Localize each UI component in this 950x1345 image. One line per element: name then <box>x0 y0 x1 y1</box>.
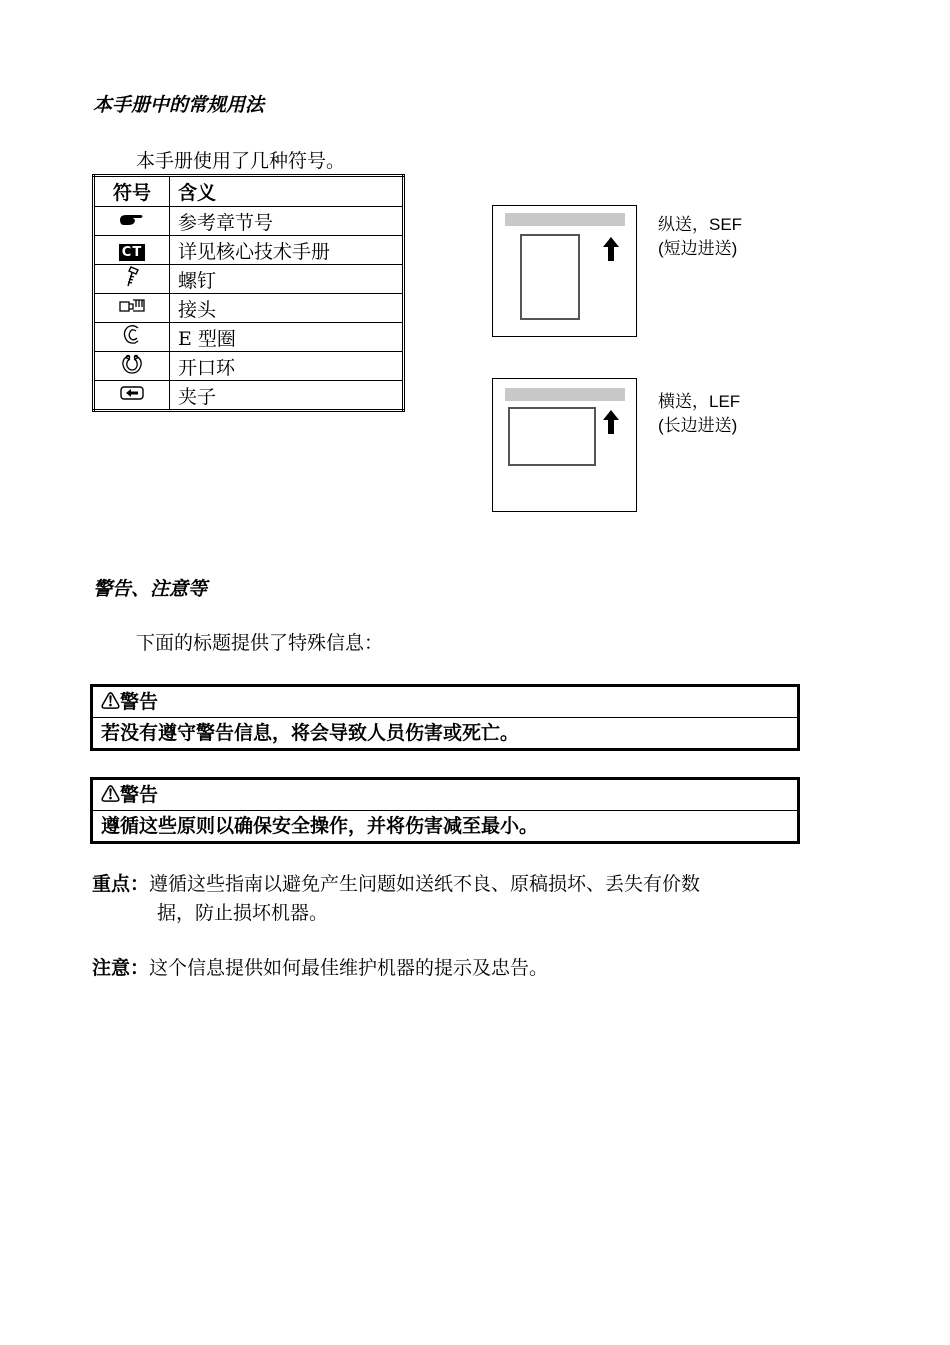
paper-portrait <box>520 234 580 320</box>
lef-sub-label: (长边进送) <box>658 416 738 435</box>
table-cell-meaning: 夹子 <box>170 381 404 411</box>
warning-text: 遵循这些原则以确保安全操作，并将伤害减至最小。 <box>101 815 539 837</box>
table-row <box>94 323 404 352</box>
connector-icon <box>94 294 170 323</box>
warning-triangle-icon: ⚠ <box>101 784 121 806</box>
warnings-intro: 下面的标题提供了特殊信息： <box>136 632 384 654</box>
sef-sub-label: (短边进送) <box>658 239 738 258</box>
warning-title: 警告 <box>120 784 159 806</box>
table-row <box>94 294 404 323</box>
lef-diagram <box>492 378 637 512</box>
core-tech-icon-text: CT <box>119 244 145 261</box>
feed-direction-arrow-icon <box>601 236 621 262</box>
paper-landscape <box>508 407 596 466</box>
table-row <box>94 381 404 411</box>
clamp-icon <box>94 381 170 411</box>
core-tech-manual-icon <box>94 236 170 265</box>
warning-text: 若没有遵守警告信息，将会导致人员伤害或死亡。 <box>101 722 520 744</box>
table-row <box>94 265 404 294</box>
general-note <box>92 953 548 980</box>
warning-triangle-icon: ⚠ <box>101 691 121 713</box>
table-cell-meaning: 详见核心技术手册 <box>170 236 404 265</box>
section-title-warnings: 警告、注意等 <box>93 578 208 600</box>
warning-header <box>93 780 797 811</box>
note-text: 这个信息提供如何最佳维护机器的提示及忠告。 <box>149 957 549 979</box>
important-label: 重点： <box>92 873 150 895</box>
warning-title: 警告 <box>120 691 159 713</box>
table-cell-meaning: 参考章节号 <box>170 207 404 236</box>
table-header-row <box>94 176 404 207</box>
important-text-line1: 遵循这些指南以避免产生问题如送纸不良、原稿损坏、丢失有价数 <box>149 873 701 895</box>
warning-box <box>90 684 800 751</box>
feed-direction-arrow-icon <box>601 409 621 435</box>
header-meaning: 含义 <box>170 176 404 207</box>
feed-tray-bar <box>505 388 625 401</box>
header-symbol: 符号 <box>94 176 170 207</box>
important-text-line2: 据，防止损坏机器。 <box>157 902 329 924</box>
symbol-table <box>92 174 405 412</box>
table-cell-meaning: 开口环 <box>170 352 404 381</box>
table-cell-meaning: 接头 <box>170 294 404 323</box>
e-ring-icon <box>94 323 170 352</box>
warning-box <box>90 777 800 844</box>
table-row <box>94 236 404 265</box>
table-cell-meaning: 螺钉 <box>170 265 404 294</box>
section-title-conventions: 本手册中的常规用法 <box>93 94 265 116</box>
sef-diagram <box>492 205 637 337</box>
screw-icon <box>94 265 170 294</box>
table-cell-meaning: E 型圈 <box>170 323 404 352</box>
important-note <box>92 869 700 896</box>
conventions-intro: 本手册使用了几种符号。 <box>136 150 346 172</box>
note-label: 注意： <box>92 957 150 979</box>
feed-tray-bar <box>505 213 625 226</box>
lef-label: 横送，LEF <box>658 392 741 411</box>
snap-ring-icon <box>94 352 170 381</box>
warning-header <box>93 687 797 718</box>
pointing-hand-icon <box>94 207 170 236</box>
table-row <box>94 352 404 381</box>
table-row <box>94 207 404 236</box>
sef-label: 纵送，SEF <box>658 215 743 234</box>
